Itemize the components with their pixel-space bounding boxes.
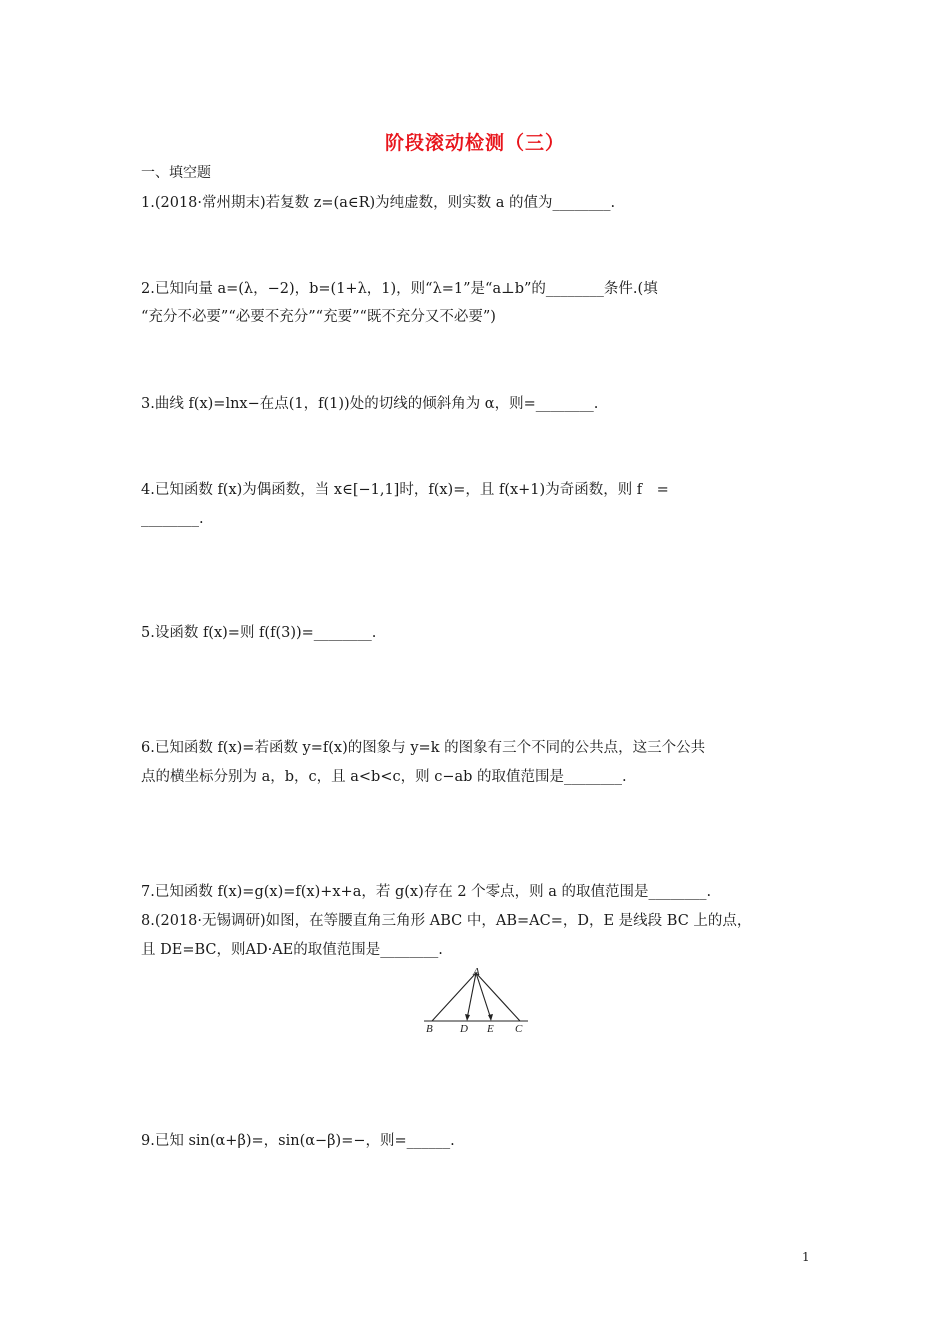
side-ab	[432, 973, 476, 1021]
arrow-d-icon	[465, 1014, 470, 1021]
question-4-line-1: 4.已知函数 f(x)为偶函数，当 x∈[−1,1]时，f(x)=，且 f(x+1)为奇函数，则 f =	[141, 482, 669, 498]
question-8-line-2: 且 DE=BC，则AD·AE的取值范围是________.	[141, 942, 443, 958]
triangle-figure	[424, 966, 528, 1038]
question-2-line-2: “充分不必要”“必要不充分”“充要”“既不充分又不必要”)	[141, 309, 496, 325]
question-5: 5.设函数 f(x)=则 f(f(3))=________.	[141, 625, 377, 641]
label-b: B	[426, 1023, 433, 1035]
question-4-line-2: ________.	[141, 511, 204, 527]
segment-ad	[467, 973, 476, 1019]
section-heading: 一、填空题	[141, 165, 211, 181]
question-6-line-2: 点的横坐标分别为 a，b，c，且 a<b<c，则 c−ab 的取值范围是________.	[141, 769, 627, 785]
arrow-e-icon	[488, 1014, 493, 1021]
label-d: D	[460, 1023, 468, 1035]
question-8-line-1: 8.(2018·无锡调研)如图，在等腰直角三角形 ABC 中，AB=AC=，D，E 是线段 BC 上的点，	[141, 913, 752, 929]
question-3: 3.曲线 f(x)=lnx−在点(1，f(1))处的切线的倾斜角为 α，则=________.	[141, 396, 599, 412]
page-title: 阶段滚动检测（三）	[384, 132, 565, 154]
question-7: 7.已知函数 f(x)=g(x)=f(x)+x+a，若 g(x)存在 2 个零点，则 a 的取值范围是________.	[141, 884, 712, 900]
label-c: C	[515, 1023, 523, 1035]
segment-ae	[476, 973, 491, 1019]
question-1: 1.(2018·常州期末)若复数 z=(a∈R)为纯虚数，则实数 a 的值为________.	[141, 195, 616, 211]
question-9: 9.已知 sin(α+β)=，sin(α−β)=−，则=______.	[141, 1133, 455, 1149]
label-a: A	[473, 966, 480, 978]
question-6-line-1: 6.已知函数 f(x)=若函数 y=f(x)的图象与 y=k 的图象有三个不同的公共点，这三个公共	[141, 740, 706, 756]
side-ac	[476, 973, 520, 1021]
label-e: E	[487, 1023, 494, 1035]
question-2-line-1: 2.已知向量 a=(λ，−2)，b=(1+λ，1)，则“λ=1”是“a⊥b”的________条件.(填	[141, 281, 658, 297]
page-number: 1	[802, 1250, 810, 1264]
